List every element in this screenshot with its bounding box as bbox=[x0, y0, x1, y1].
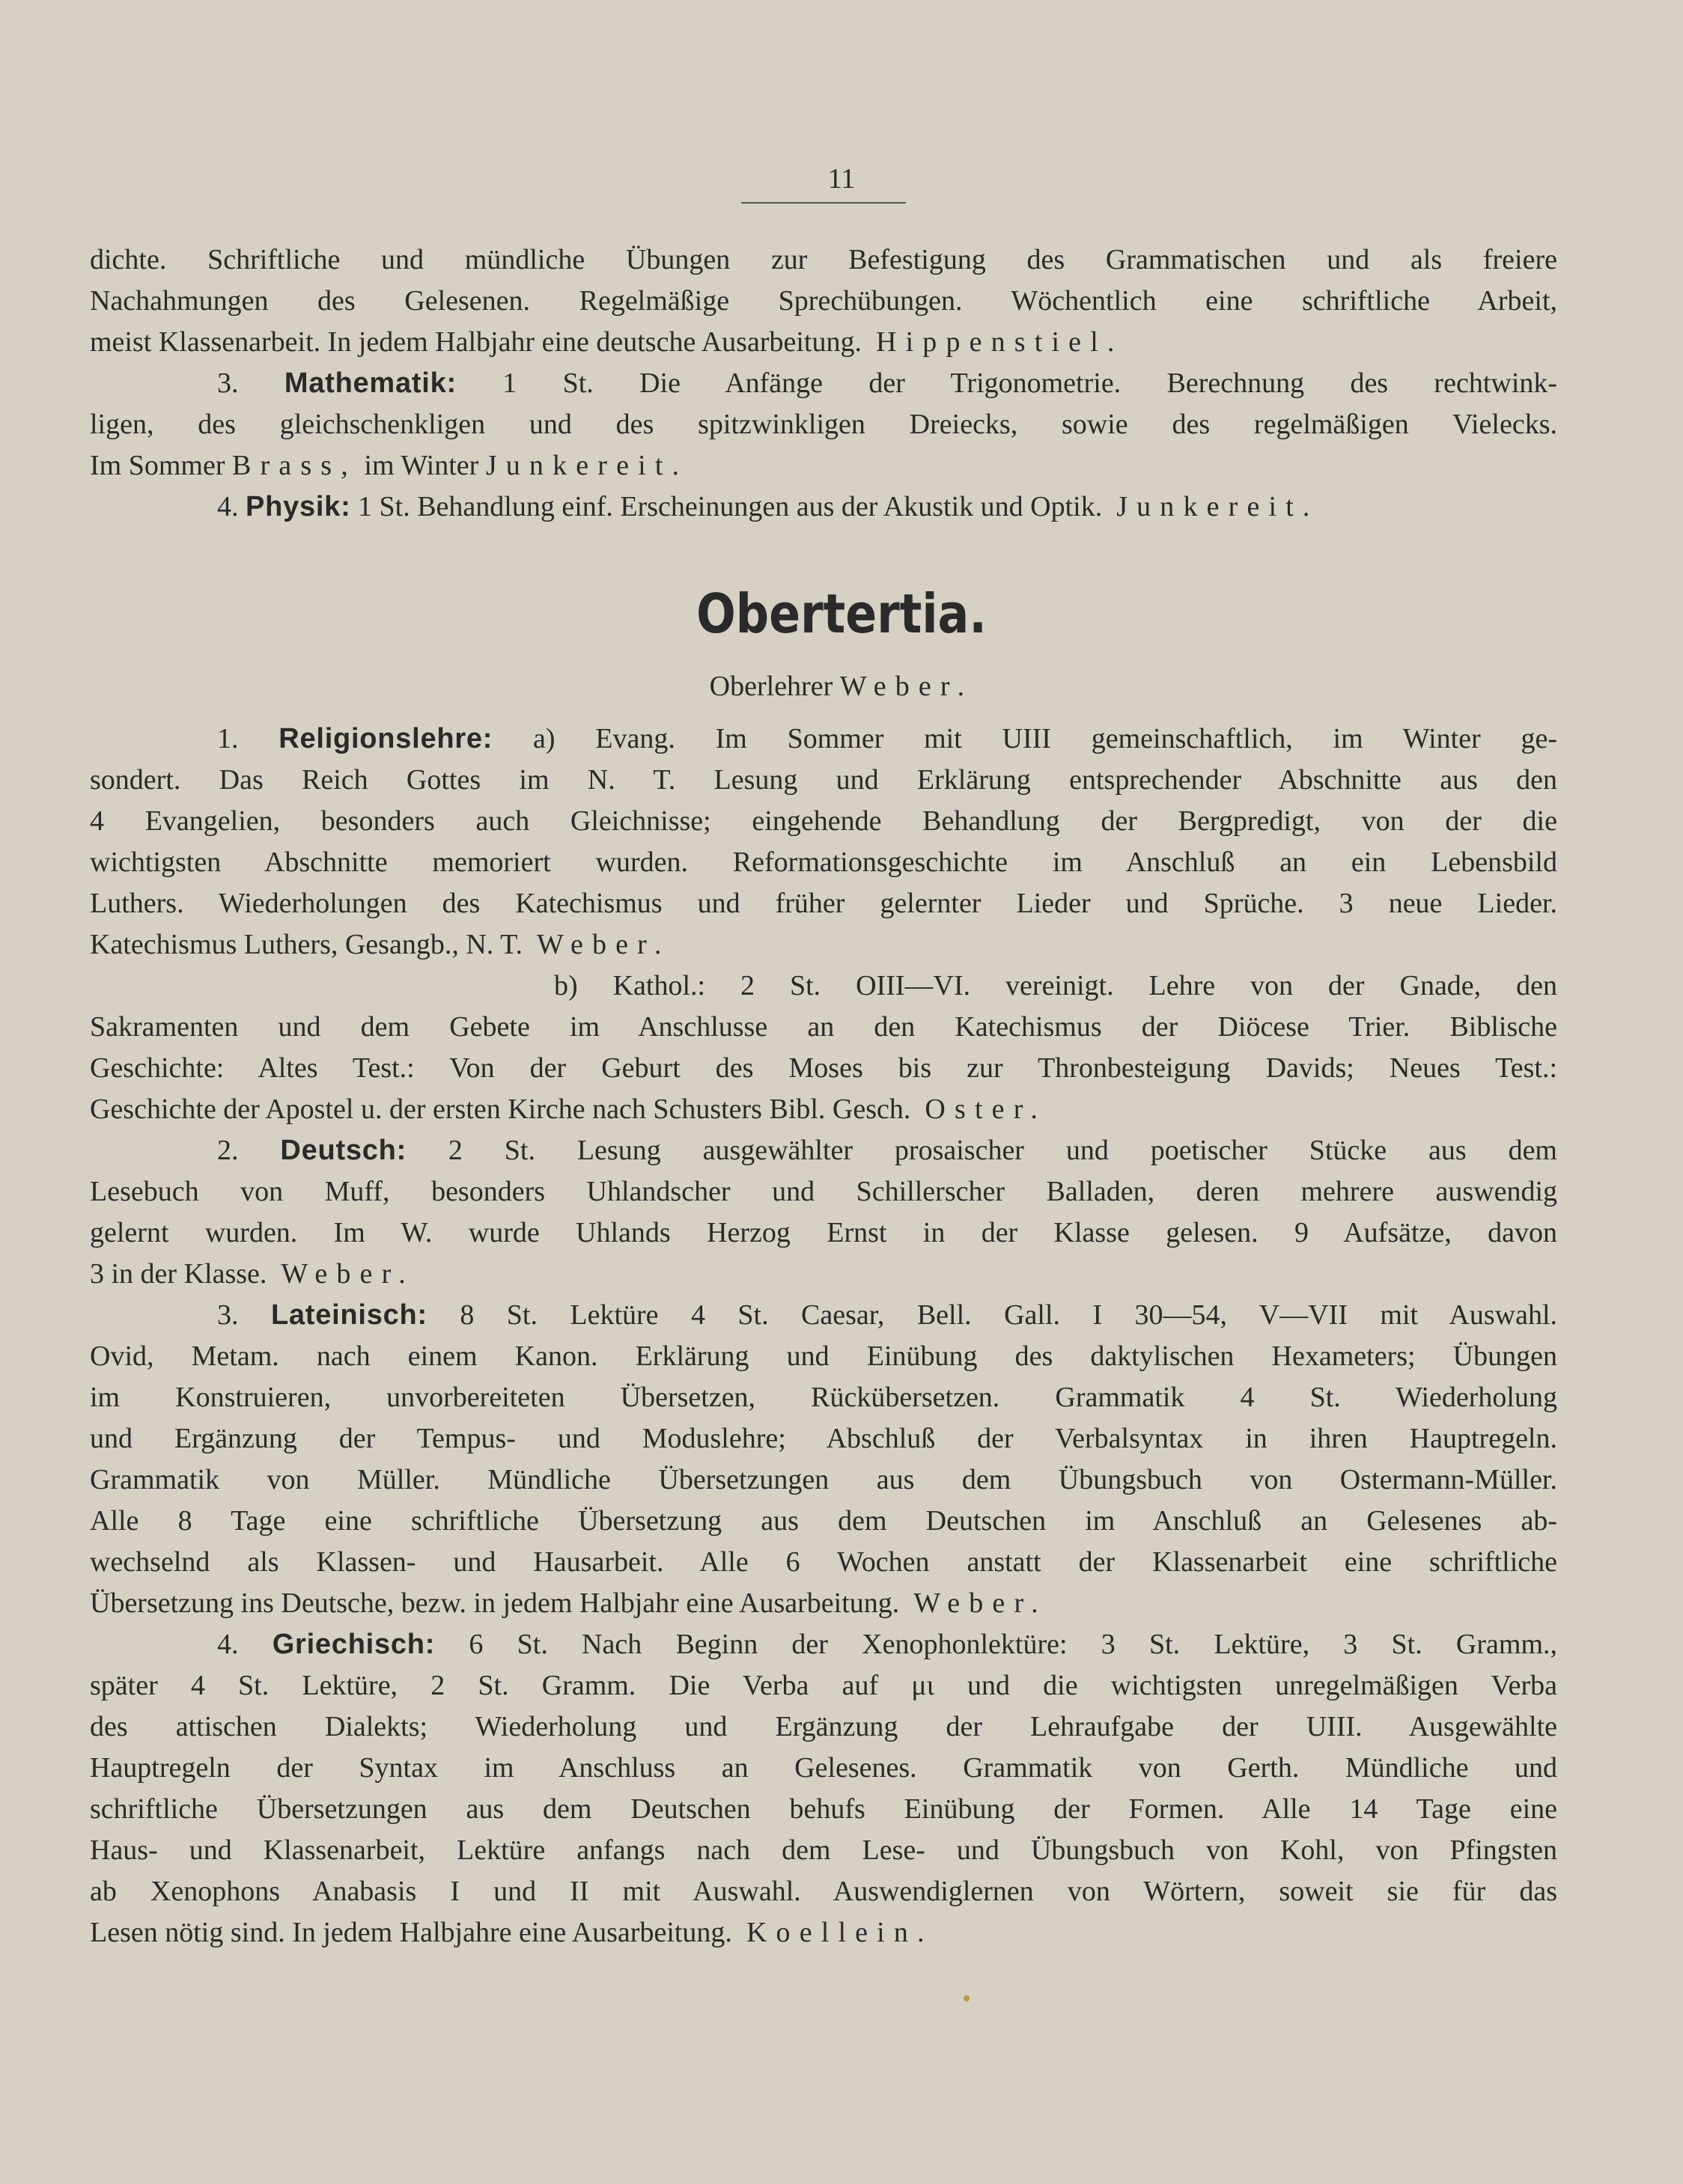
subject-line-physik: 4. Physik: 1 St. Behandlung einf. Erscheinungen aus der Akustik und Optik. Junkereit. bbox=[217, 491, 1319, 522]
text-line: wichtigsten Abschnitte memoriert wurden. Reformationsgeschichte im Anschluß an ein Lebensbild bbox=[90, 847, 1557, 878]
section-title: Obertertia. bbox=[696, 582, 987, 645]
text-line: Haus- und Klassenarbeit, Lektüre anfangs nach dem Lese- und Übungsbuch von Kohl, von Pfingsten bbox=[90, 1834, 1557, 1866]
text-line: Katechismus Luthers, Gesangb., N. T. Weber. bbox=[90, 929, 671, 960]
subject-line-deutsch: 2. Deutsch: 2 St. Lesung ausgewählter prosaischer und poetischer Stücke aus dem bbox=[217, 1135, 1557, 1166]
text-line: b) Kathol.: 2 St. OIII—VI. vereinigt. Lehre von der Gnade, den bbox=[554, 970, 1557, 1001]
teacher-name: Hippenstiel. bbox=[875, 326, 1124, 358]
text-line: Sakramenten und dem Gebete im Anschlusse an den Katechismus der Diöcese Trier. Biblische bbox=[90, 1011, 1557, 1043]
text-line: ab Xenophons Anabasis I und II mit Auswahl. Auswendiglernen von Wörtern, soweit sie für das bbox=[90, 1876, 1557, 1907]
text-line: gelernt wurden. Im W. wurde Uhlands Herzog Ernst in der Klasse gelesen. 9 Aufsätze, davon bbox=[90, 1217, 1557, 1248]
text-line: Geschichte der Apostel u. der ersten Kirche nach Schusters Bibl. Gesch. Oster. bbox=[90, 1093, 1047, 1125]
class-teacher: Oberlehrer Weber. bbox=[709, 671, 974, 702]
teacher-name: Weber. bbox=[536, 929, 671, 960]
text-line: Geschichte: Altes Test.: Von der Geburt des Moses bis zur Thronbesteigung Davids; Neues Test.: bbox=[90, 1052, 1557, 1084]
text-line: Nachahmungen des Gelesenen. Regelmäßige Sprechübungen. Wöchentlich eine schriftliche Arbeit, bbox=[90, 285, 1557, 317]
text-line: Grammatik von Müller. Mündliche Übersetzungen aus dem Übungsbuch von Ostermann-Müller. bbox=[90, 1464, 1557, 1495]
text-line: dichte. Schriftliche und mündliche Übungen zur Befestigung des Grammatischen und als freiere bbox=[90, 244, 1557, 275]
subject-line-religion: 1. Religionslehre: a) Evang. Im Sommer mit UIII gemeinschaftlich, im Winter ge- bbox=[217, 723, 1558, 754]
paper-speck bbox=[964, 1995, 970, 2001]
teacher-name: Weber. bbox=[281, 1258, 415, 1290]
text-line: sondert. Das Reich Gottes im N. T. Lesung und Erklärung entsprechender Abschnitte aus den bbox=[90, 764, 1557, 796]
page-number-rule bbox=[741, 202, 906, 204]
subject-line-griechisch: 4. Griechisch: 6 St. Nach Beginn der Xenophonlektüre: 3 St. Lektüre, 3 St. Gramm., bbox=[217, 1629, 1558, 1660]
teacher-name: Weber. bbox=[913, 1587, 1047, 1619]
teacher-name: Koellein. bbox=[746, 1917, 934, 1948]
text-line: im Konstruieren, unvorbereiteten Übersetzen, Rückübersetzen. Grammatik 4 St. Wiederholung bbox=[90, 1382, 1557, 1413]
text-line: ligen, des gleichschenkligen und des spitzwinkligen Dreiecks, sowie des regelmäßigen Vielecks. bbox=[90, 409, 1557, 440]
text-line: Hauptregeln der Syntax im Anschluss an Gelesenes. Grammatik von Gerth. Mündliche und bbox=[90, 1752, 1557, 1784]
text-line: Lesen nötig sind. In jedem Halbjahre eine Ausarbeitung. Koellein. bbox=[90, 1917, 934, 1948]
text-line: Im Sommer Brass, im Winter Junkereit. bbox=[90, 450, 689, 481]
teacher-name: Junkereit. bbox=[485, 450, 689, 481]
obertertia-body bbox=[90, 719, 1557, 1953]
text-line: Übersetzung ins Deutsche, bezw. in jedem Halbjahr eine Ausarbeitung. Weber. bbox=[90, 1587, 1047, 1619]
text-line: und Ergänzung der Tempus- und Moduslehre; Abschluß der Verbalsyntax in ihren Hauptregeln. bbox=[90, 1423, 1557, 1454]
subject-heading: Deutsch: bbox=[280, 1135, 407, 1166]
teacher-name: Oster. bbox=[925, 1093, 1047, 1125]
text-line: Alle 8 Tage eine schriftliche Übersetzung aus dem Deutschen im Anschluß an Gelesenes ab- bbox=[90, 1505, 1557, 1537]
subject-heading: Mathematik: bbox=[284, 367, 457, 399]
text-line: 4 Evangelien, besonders auch Gleichnisse; eingehende Behandlung der Bergpredigt, von der die bbox=[90, 805, 1557, 837]
text-line: Luthers. Wiederholungen des Katechismus und früher gelernter Lieder und Sprüche. 3 neue Lieder. bbox=[90, 888, 1557, 919]
teacher-name: Weber. bbox=[839, 671, 974, 702]
text-line: schriftliche Übersetzungen aus dem Deutschen behufs Einübung der Formen. Alle 14 Tage eine bbox=[90, 1793, 1557, 1825]
subject-heading: Physik: bbox=[246, 491, 351, 522]
page-number: 11 bbox=[827, 163, 856, 195]
teacher-name: Junkereit. bbox=[1116, 491, 1319, 522]
top-section bbox=[90, 240, 1557, 528]
text-line: Ovid, Metam. nach einem Kanon. Erklärung und Einübung des daktylischen Hexameters; Übungen bbox=[90, 1340, 1557, 1372]
subject-heading: Lateinisch: bbox=[270, 1299, 427, 1331]
subject-heading: Griechisch: bbox=[272, 1629, 436, 1660]
text-line: später 4 St. Lektüre, 2 St. Gramm. Die Verba auf μι und die wichtigsten unregelmäßigen Verba bbox=[90, 1670, 1557, 1701]
text-line: meist Klassenarbeit. In jedem Halbjahr eine deutsche Ausarbeitung. Hippenstiel. bbox=[90, 326, 1124, 358]
text-line: des attischen Dialekts; Wiederholung und Ergänzung der Lehraufgabe der UIII. Ausgewählte bbox=[90, 1711, 1557, 1742]
subject-line-latein: 3. Lateinisch: 8 St. Lektüre 4 St. Caesar, Bell. Gall. I 30—54, V—VII mit Auswahl. bbox=[217, 1299, 1558, 1331]
text-line: Lesebuch von Muff, besonders Uhlandscher und Schillerscher Balladen, deren mehrere auswendig bbox=[90, 1176, 1557, 1207]
text-line: 3 in der Klasse. Weber. bbox=[90, 1258, 415, 1290]
subject-line-mathematik: 3. Mathematik: 1 St. Die Anfänge der Trigonometrie. Berechnung des rechtwink- bbox=[217, 367, 1558, 399]
teacher-name: Brass, bbox=[231, 450, 357, 481]
text-line: wechselnd als Klassen- und Hausarbeit. Alle 6 Wochen anstatt der Klassenarbeit eine schriftliche bbox=[90, 1546, 1557, 1578]
subject-heading: Religionslehre: bbox=[279, 723, 493, 754]
